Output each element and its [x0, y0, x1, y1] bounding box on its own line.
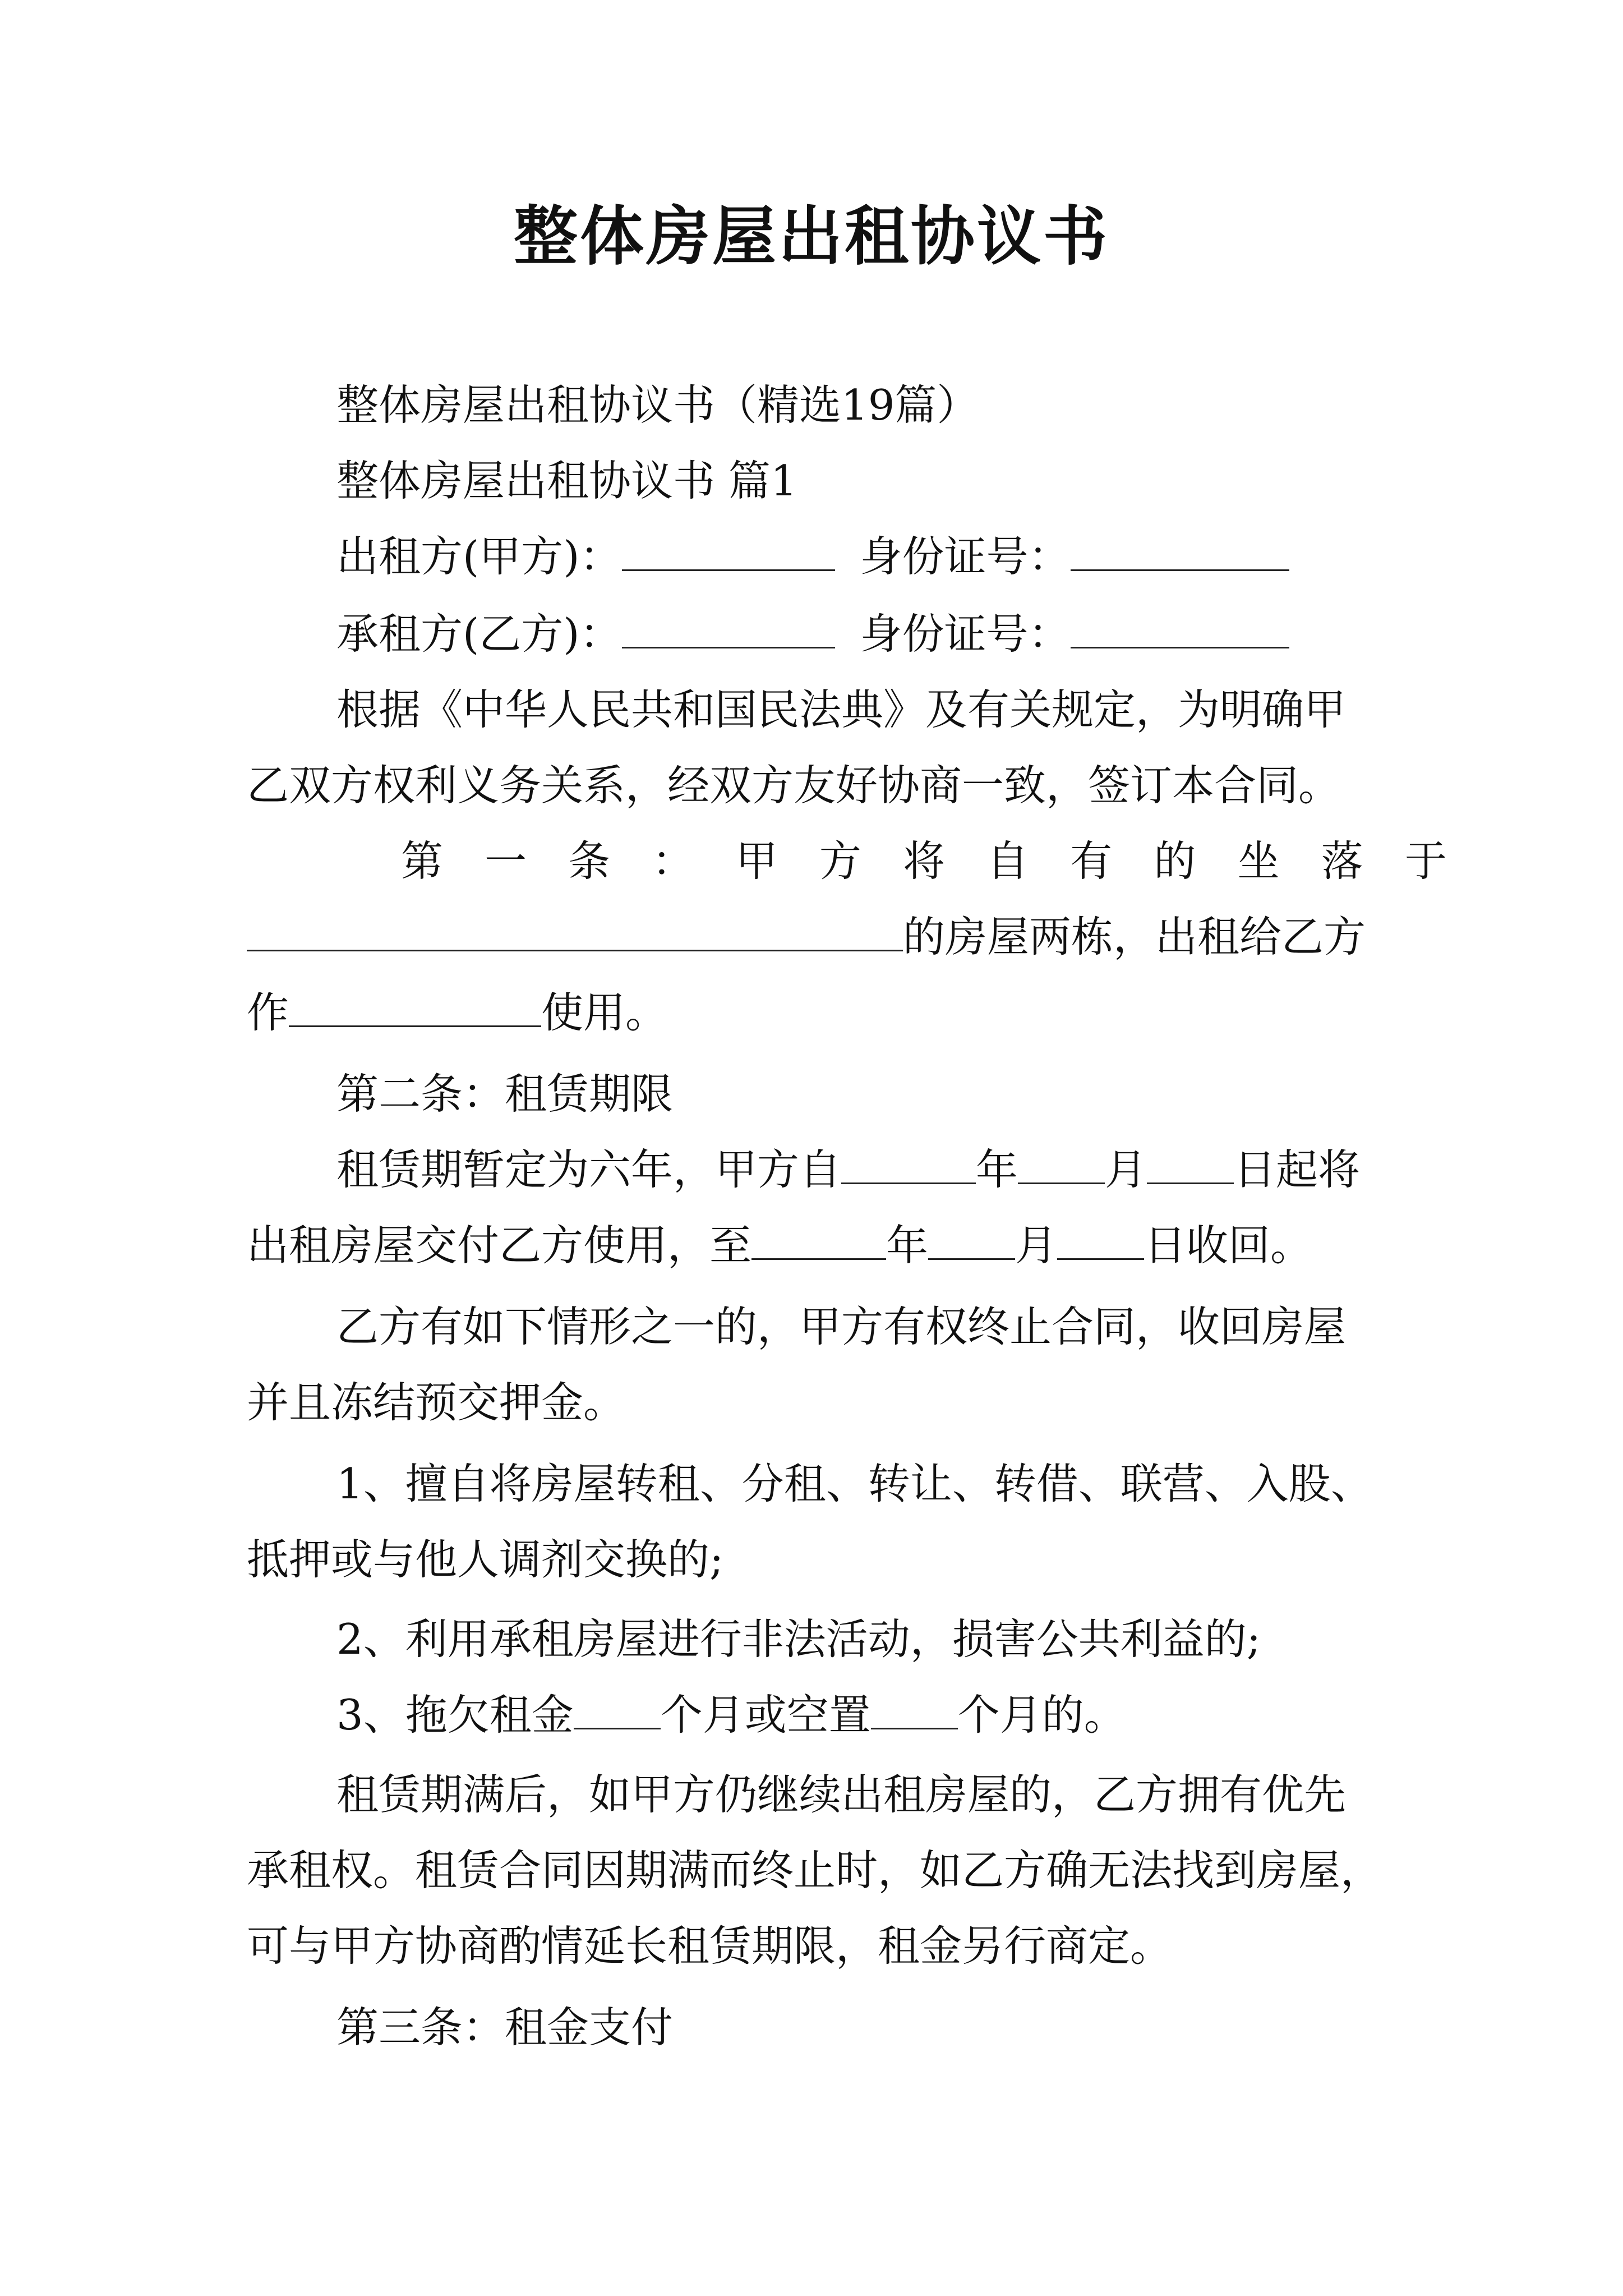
arrears-months-blank [574, 1696, 661, 1729]
article1-spread-char: 将 [902, 836, 945, 886]
property-location-blank [247, 918, 903, 951]
start-month-blank [1018, 1151, 1105, 1184]
intro-line-2: 乙双方权利义务关系，经双方友好协商一致，签订本合同。 [247, 761, 1341, 810]
lessee-id-blank [1071, 615, 1289, 648]
document-title: 整体房屋出租协议书 [513, 199, 1109, 274]
lessor-id-blank [1071, 538, 1289, 571]
condition-item-2: 2、利用承租房屋进行非法活动，损害公共利益的; [336, 1614, 1261, 1664]
lessee-line [336, 599, 1514, 669]
article1-spread-char: 落 [1321, 836, 1363, 886]
article1-line-1 [401, 826, 1579, 896]
renewal-line-3: 可与甲方协商酌情延长租赁期限，租金另行商定。 [247, 1921, 1173, 1971]
condition-item-3 [336, 1680, 1514, 1750]
end-month-label: 月 [1015, 1221, 1058, 1270]
end-year-label: 年 [886, 1221, 929, 1270]
article1-line-3 [247, 978, 1424, 1047]
lease-term-line-2 [247, 1211, 1424, 1280]
article2-heading: 第二条：租赁期限 [336, 1069, 674, 1119]
article1-spread-text [401, 826, 1447, 896]
renewal-line-1: 租赁期满后，如甲方仍继续出租房屋的，乙方拥有优先 [336, 1770, 1347, 1819]
article1-spread-char: 甲 [735, 836, 778, 886]
end-year-blank [751, 1227, 886, 1260]
vacancy-months-blank [871, 1696, 958, 1729]
article3-heading: 第三条：租金支付 [336, 2003, 674, 2052]
article1-spread-char: 条 [568, 836, 611, 886]
item3-text-b: 个月或空置 [660, 1690, 871, 1740]
end-day-blank [1057, 1227, 1144, 1260]
lessor-line [336, 522, 1514, 591]
document-subtitle: 整体房屋出租协议书（精选19篇） [336, 380, 979, 430]
article1-spread-char: 于 [1404, 836, 1447, 886]
lessor-id-label: 身份证号： [860, 532, 1071, 581]
article1-spread-char: 一 [485, 836, 527, 886]
article1-line2-text: 的房屋两栋，出租给乙方 [903, 912, 1366, 961]
article1-spread-char: 第 [401, 836, 444, 886]
article1-spread-char: 方 [819, 836, 861, 886]
lessee-label: 承租方(乙方)： [336, 609, 622, 659]
start-year-blank [841, 1151, 976, 1184]
lease-term-text-a: 租赁期暂定为六年，甲方自 [336, 1145, 842, 1194]
end-day-label: 日收回。 [1144, 1221, 1313, 1270]
article1-spread-char: ： [652, 836, 694, 886]
start-month-label: 月 [1105, 1145, 1147, 1194]
article1-line-2 [247, 902, 1424, 972]
condition-item-1-line-2: 抵押或与他人调剂交换的; [247, 1535, 724, 1584]
termination-line-2: 并且冻结预交押金。 [247, 1378, 626, 1427]
start-year-label: 年 [976, 1145, 1018, 1194]
renewal-line-2: 承租权。租赁合同因期满而终止时，如乙方确无法找到房屋， [247, 1846, 1383, 1895]
article1-line3-pre: 作 [247, 988, 289, 1037]
article1-spread-char: 坐 [1237, 836, 1280, 886]
lessee-id-label: 身份证号： [860, 609, 1071, 659]
start-day-label: 日起将 [1234, 1145, 1361, 1194]
condition-item-1-line-1: 1、擅自将房屋转租、分租、转让、转借、联营、入股、 [336, 1459, 1373, 1508]
lessee-name-blank [622, 615, 835, 648]
section-heading: 整体房屋出租协议书 篇1 [336, 456, 797, 505]
lessor-label: 出租方(甲方)： [336, 532, 622, 581]
end-month-blank [928, 1227, 1015, 1260]
start-day-blank [1147, 1151, 1234, 1184]
termination-line-1: 乙方有如下情形之一的，甲方有权终止合同，收回房屋 [336, 1302, 1347, 1351]
lease-term-text-b: 出租房屋交付乙方使用，至 [247, 1221, 752, 1270]
usage-blank [289, 994, 541, 1027]
article1-spread-char: 的 [1154, 836, 1196, 886]
lessor-name-blank [622, 538, 835, 571]
item3-text-a: 3、拖欠租金 [336, 1690, 574, 1740]
item3-text-c: 个月的。 [957, 1690, 1126, 1740]
article1-line3-post: 使用。 [541, 988, 668, 1037]
article1-spread-char: 有 [1070, 836, 1113, 886]
intro-line-1: 根据《中华人民共和国民法典》及有关规定，为明确甲 [336, 685, 1347, 734]
lease-term-line-1 [336, 1135, 1514, 1204]
article1-spread-char: 自 [986, 836, 1029, 886]
